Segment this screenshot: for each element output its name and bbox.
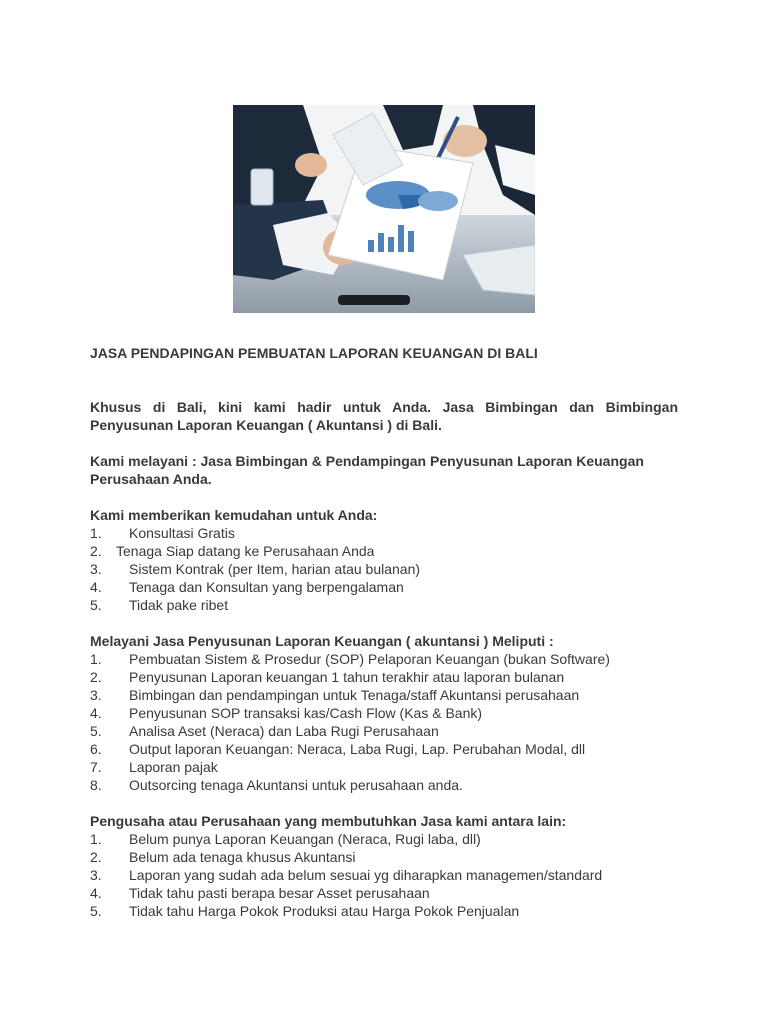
list-text: Pembuatan Sistem & Prosedur (SOP) Pelaporan Keuangan (bukan Software)	[129, 651, 610, 667]
list-text: Tenaga dan Konsultan yang berpengalaman	[129, 579, 404, 595]
list-number: 2.	[90, 543, 102, 559]
list-number: 5.	[90, 903, 102, 919]
convenience-list	[90, 524, 678, 614]
business-meeting-icon	[233, 105, 535, 313]
list-text: Tidak tahu Harga Pokok Produksi atau Harga Pokok Penjualan	[129, 903, 520, 919]
service-paragraph: Kami melayani : Jasa Bimbingan & Pendampingan Penyusunan Laporan Keuangan Perusahaan Anda.	[90, 453, 644, 487]
list-item	[90, 776, 678, 794]
list-number: 4.	[90, 579, 102, 595]
list-number: 1.	[90, 831, 102, 847]
list-text: Tenaga Siap datang ke Perusahaan Anda	[116, 543, 375, 559]
list-item	[90, 884, 678, 902]
list-text: Output laporan Keuangan: Neraca, Laba Rugi, Lap. Perubahan Modal, dll	[129, 741, 586, 757]
list-number: 3.	[90, 687, 102, 703]
list-item	[90, 902, 678, 920]
list-item	[90, 740, 678, 758]
list-text: Analisa Aset (Neraca) dan Laba Rugi Perusahaan	[129, 723, 439, 739]
scope-heading: Melayani Jasa Penyusunan Laporan Keuangan ( akuntansi ) Meliputi :	[90, 633, 554, 649]
list-text: Penyusunan SOP transaksi kas/Cash Flow (Kas & Bank)	[129, 705, 483, 721]
list-number: 6.	[90, 741, 102, 757]
list-text: Outsorcing tenaga Akuntansi untuk perusahaan anda.	[129, 777, 463, 793]
intro-paragraph: Khusus di Bali, kini kami hadir untuk Anda. Jasa Bimbingan dan Bimbingan Penyusunan Laporan Keuangan ( Akuntansi ) di Bali.	[90, 399, 678, 433]
list-number: 3.	[90, 561, 102, 577]
list-item	[90, 650, 678, 668]
list-number: 2.	[90, 849, 102, 865]
needs-heading: Pengusaha atau Perusahaan yang membutuhkan Jasa kami antara lain:	[90, 813, 567, 829]
list-text: Tidak tahu pasti berapa besar Asset perusahaan	[129, 885, 430, 901]
scope-list	[90, 650, 678, 794]
list-item	[90, 542, 678, 560]
article-body	[90, 344, 678, 920]
list-number: 7.	[90, 759, 102, 775]
list-number: 5.	[90, 723, 102, 739]
list-item	[90, 524, 678, 542]
list-text: Bimbingan dan pendampingan untuk Tenaga/staff Akuntansi perusahaan	[129, 687, 580, 703]
list-item	[90, 668, 678, 686]
list-number: 1.	[90, 651, 102, 667]
list-text: Konsultasi Gratis	[129, 525, 235, 541]
business-meeting-photo	[233, 105, 535, 313]
list-item	[90, 722, 678, 740]
list-number: 1.	[90, 525, 102, 541]
list-item	[90, 686, 678, 704]
list-item	[90, 596, 678, 614]
list-number: 8.	[90, 777, 102, 793]
list-item	[90, 830, 678, 848]
list-item	[90, 848, 678, 866]
list-item	[90, 758, 678, 776]
convenience-heading: Kami memberikan kemudahan untuk Anda:	[90, 507, 378, 523]
list-number: 5.	[90, 597, 102, 613]
list-number: 4.	[90, 885, 102, 901]
list-item	[90, 866, 678, 884]
page-title: JASA PENDAPINGAN PEMBUATAN LAPORAN KEUANGAN DI BALI	[90, 345, 538, 361]
list-text: Belum ada tenaga khusus Akuntansi	[129, 849, 356, 865]
list-number: 3.	[90, 867, 102, 883]
list-item	[90, 578, 678, 596]
list-text: Penyusunan Laporan keuangan 1 tahun terakhir atau laporan bulanan	[129, 669, 565, 685]
list-text: Belum punya Laporan Keuangan (Neraca, Rugi laba, dll)	[129, 831, 481, 847]
list-item	[90, 560, 678, 578]
needs-list	[90, 830, 678, 920]
list-text: Laporan pajak	[129, 759, 218, 775]
list-item	[90, 704, 678, 722]
list-text: Tidak pake ribet	[129, 597, 229, 613]
list-text: Laporan yang sudah ada belum sesuai yg diharapkan managemen/standard	[129, 867, 603, 883]
list-number: 2.	[90, 669, 102, 685]
list-text: Sistem Kontrak (per Item, harian atau bulanan)	[129, 561, 421, 577]
list-number: 4.	[90, 705, 102, 721]
